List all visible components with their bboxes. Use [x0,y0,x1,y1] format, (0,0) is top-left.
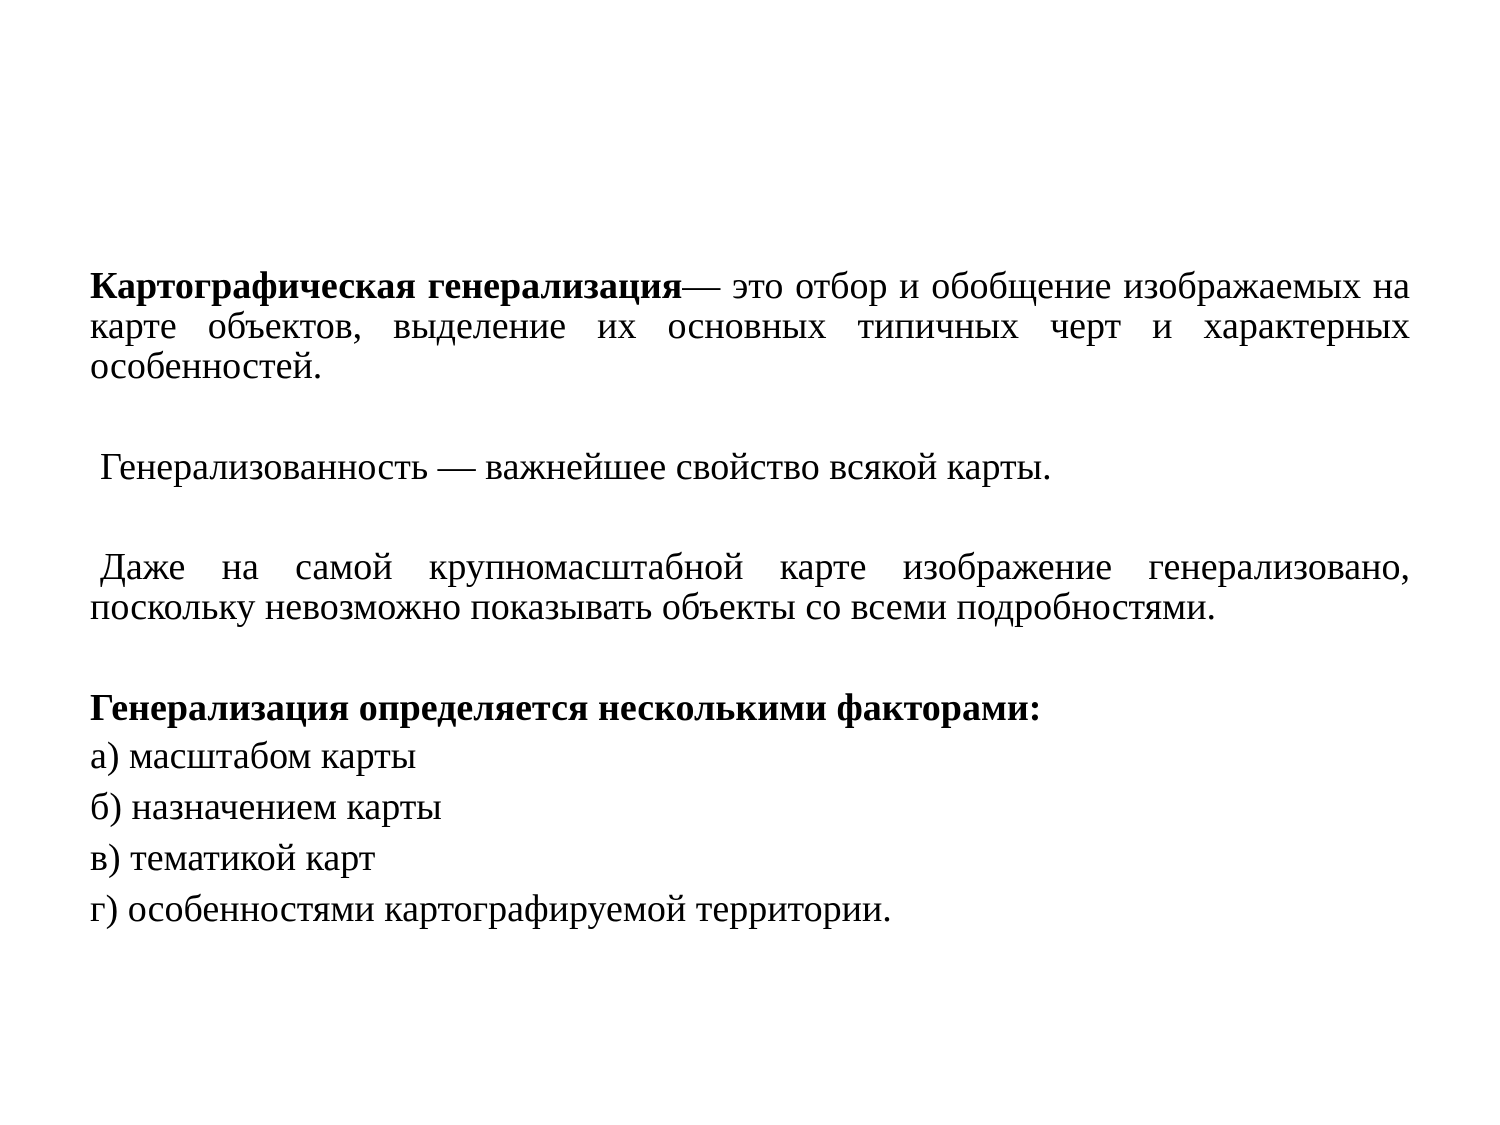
definition-paragraph [90,266,1410,386]
factor-item-territory: г) особенностями картографируемой территории. [90,888,892,930]
factor-item-purpose: б) назначением карты [90,786,442,828]
factor-item-scale: а) масштабом карты [90,735,417,777]
factor-item-theme: в) тематикой карт [90,837,376,879]
property-text: Генерализованность — важнейшее свойство всякой карты. [100,446,1052,488]
property-paragraph [90,447,1410,487]
detail-paragraph [90,547,1410,627]
definition-term: Картографическая генерализация [90,265,683,307]
definition-text: — это отбор и обобщение изображаемых на карте объектов, выделение их основных типичных черт и характерных особенностей. [90,265,1410,387]
factors-heading: Генерализация определяется несколькими факторами: [90,687,1042,729]
detail-text: Даже на самой крупномасштабной карте изображение генерализовано, поскольку невозможно показывать объекты со всеми подробностями. [90,546,1410,628]
factor-list [90,736,1410,940]
